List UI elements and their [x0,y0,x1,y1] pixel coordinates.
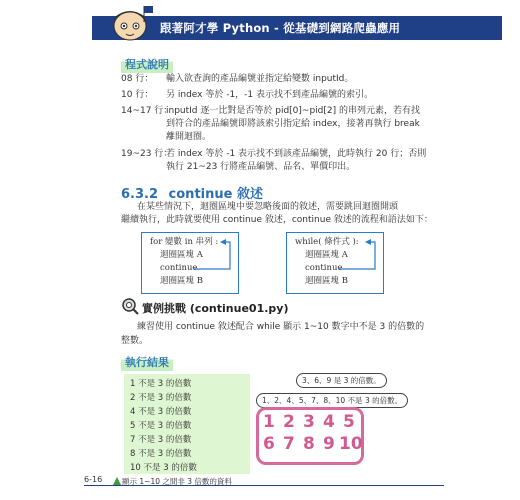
code-line: 迴圈區塊 A [160,250,203,260]
explain-row [121,147,501,161]
flow-arrow-icon [287,233,383,293]
callout-bubble: 1、2、4、5、7、8、10 不是 3 的倍數。 [256,393,408,408]
code-line: 迴圈區塊 B [160,276,203,286]
paragraph-line: 練習使用 continue 敘述配合 while 顯示 1~10 數字中不是 3 的倍數的 [137,322,425,332]
number: 1 [263,412,275,432]
number: 8 [303,434,315,454]
explain-row-text: 離開迴圈。 [166,132,212,142]
code-line: 迴圈區塊 A [305,250,348,260]
explain-row-number: 10 行： [121,90,154,100]
explain-row-number: 08 行： [121,74,154,84]
number: 3 [303,412,315,432]
figure-caption: 顯示 1~10 之間非 3 倍數的資料 [122,477,232,486]
number: 7 [283,434,295,454]
code-line: for 變數 in 串列 : [150,237,219,247]
number: 9 [323,434,335,454]
paragraph-line: 整數。 [121,336,149,346]
section-title-text: continue 敘述 [168,187,263,202]
program-explain-label: 程式說明 [121,55,173,73]
explain-row-text: inputId 逐一比對是否等於 pid[0]~pid[2] 的串列元素，若有找 [166,106,420,116]
explain-row [121,72,501,86]
code-box-while [286,232,384,294]
result-line: 4 不是 3 的倍數 [130,407,192,417]
result-line: 1 不是 3 的倍數 [130,379,192,389]
numbers-panel [256,407,364,465]
magnifier-gear-icon [121,297,139,315]
explain-row-text: 執行 21~23 行將產品編號、品名、單價印出。 [166,162,356,172]
code-line: while( 條件式 ): [295,237,359,247]
number: 5 [343,412,355,432]
result-line: 8 不是 3 的倍數 [130,449,192,459]
explain-row-text: 輸入欲查詢的產品編號並指定給變數 inputId。 [166,74,354,84]
run-result-label: 執行結果 [121,353,173,371]
explain-row-text: 另 index 等於 -1，-1 表示找不到產品編號的索引。 [166,90,374,100]
code-line: continue [160,263,198,273]
explain-row [121,88,501,102]
code-line: continue [305,263,343,273]
explain-row-text: 到符合的產品編號即將該索引指定給 index，接著再執行 break [166,119,420,129]
flow-arrow-icon [142,233,238,293]
practice-title: 實例挑戰 (continue01.py) [142,302,289,315]
page-number: 6-16 [84,475,103,484]
result-output-box [124,374,250,474]
code-box-for [141,232,239,294]
explain-row-number: 14~17 行： [121,106,173,116]
paragraph-line: 在某些情況下，迴圈區塊中要忽略後面的敘述，需要跳回迴圈開頭 [137,202,399,212]
result-line: 2 不是 3 的倍數 [130,393,192,403]
explain-row [121,160,501,174]
result-line: 5 不是 3 的倍數 [130,421,192,431]
explain-row-number: 19~23 行： [121,149,173,159]
paragraph-line: 繼續執行，此時就要使用 continue 敘述，continue 敘述的流程和語法如下： [121,215,433,225]
explain-row-text: 若 index 等於 -1 表示找不到該產品編號，此時執行 20 行；否則 [166,149,427,159]
explain-row [121,117,501,131]
explain-row [121,104,501,118]
mascot-icon [104,2,156,44]
result-line: 10 不是 3 的倍數 [130,463,197,473]
header-title: 跟著阿才學 Python - 從基礎到網路爬蟲應用 [160,21,401,35]
number: 10 [339,434,363,454]
callout-bubble: 3、6、9 是 3 的倍數。 [296,373,387,388]
triangle-icon [113,477,121,485]
explain-row [121,130,501,144]
result-line: 7 不是 3 的倍數 [130,435,192,445]
code-line: 迴圈區塊 B [305,276,348,286]
number: 6 [263,434,275,454]
section-number: 6.3.2 [121,187,159,202]
number: 4 [323,412,335,432]
number: 2 [283,412,295,432]
